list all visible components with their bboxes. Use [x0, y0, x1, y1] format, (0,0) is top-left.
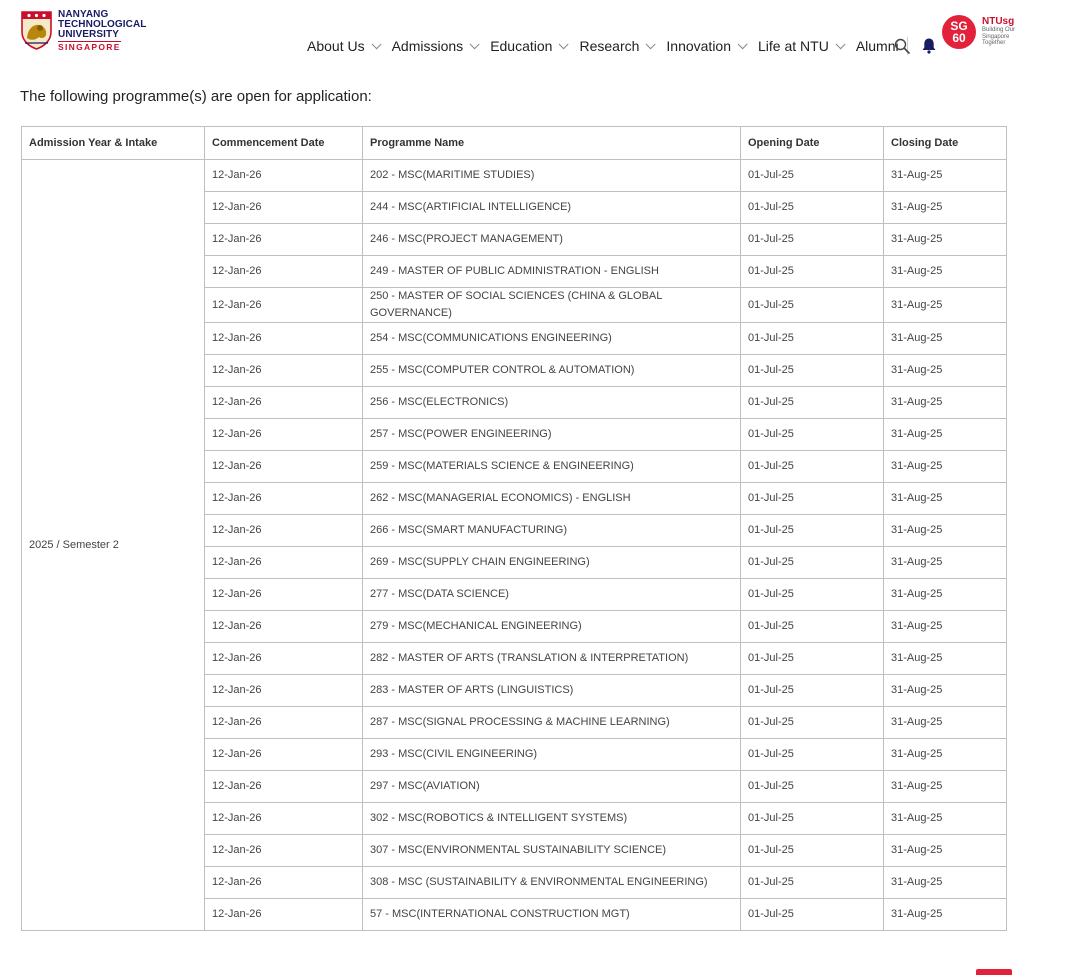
cell-closing-date: 31-Aug-25 — [884, 899, 1007, 931]
corner-tab — [976, 969, 1012, 975]
chevron-down-icon — [371, 39, 381, 49]
cell-programme-name: 246 - MSC(PROJECT MANAGEMENT) — [363, 224, 741, 256]
cell-programme-name: 279 - MSC(MECHANICAL ENGINEERING) — [363, 611, 741, 643]
cell-closing-date: 31-Aug-25 — [884, 515, 1007, 547]
table-header-row — [22, 127, 1007, 160]
cell-admission-intake: 2025 / Semester 2 — [22, 160, 205, 931]
cell-closing-date: 31-Aug-25 — [884, 643, 1007, 675]
cell-opening-date: 01-Jul-25 — [741, 675, 884, 707]
header-opening-date: Opening Date — [741, 127, 884, 160]
cell-commencement-date: 12-Jan-26 — [205, 323, 363, 355]
ntu-crest-icon — [20, 10, 53, 50]
cell-commencement-date: 12-Jan-26 — [205, 451, 363, 483]
nav-life-at-ntu[interactable] — [758, 38, 842, 54]
ntusg-title: NTUsg — [982, 16, 1015, 27]
cell-commencement-date: 12-Jan-26 — [205, 739, 363, 771]
cell-commencement-date: 12-Jan-26 — [205, 355, 363, 387]
chevron-down-icon — [835, 39, 845, 49]
cell-commencement-date: 12-Jan-26 — [205, 867, 363, 899]
logo-line-1: NANYANG — [58, 9, 109, 20]
cell-programme-name: 283 - MASTER OF ARTS (LINGUISTICS) — [363, 675, 741, 707]
cell-closing-date: 31-Aug-25 — [884, 611, 1007, 643]
cell-programme-name: 202 - MSC(MARITIME STUDIES) — [363, 160, 741, 192]
header-programme-name: Programme Name — [363, 127, 741, 160]
cell-opening-date: 01-Jul-25 — [741, 256, 884, 288]
nav-label: Research — [579, 38, 640, 54]
chevron-down-icon — [470, 39, 480, 49]
cell-closing-date: 31-Aug-25 — [884, 355, 1007, 387]
cell-opening-date: 01-Jul-25 — [741, 611, 884, 643]
nav-education[interactable] — [490, 38, 565, 54]
cell-closing-date: 31-Aug-25 — [884, 707, 1007, 739]
cell-opening-date: 01-Jul-25 — [741, 739, 884, 771]
sg60-bottom: 60 — [952, 31, 966, 45]
cell-closing-date: 31-Aug-25 — [884, 771, 1007, 803]
logo-line-4: SINGAPORE — [58, 42, 121, 52]
cell-closing-date: 31-Aug-25 — [884, 483, 1007, 515]
cell-commencement-date: 12-Jan-26 — [205, 803, 363, 835]
cell-programme-name: 302 - MSC(ROBOTICS & INTELLIGENT SYSTEMS) — [363, 803, 741, 835]
cell-opening-date: 01-Jul-25 — [741, 192, 884, 224]
intro-heading: The following programme(s) are open for application: — [20, 88, 372, 105]
cell-closing-date: 31-Aug-25 — [884, 739, 1007, 771]
nav-label: Admissions — [391, 38, 464, 54]
nav-label: Life at NTU — [758, 38, 829, 54]
ntusg-tagline: Building Our Singapore Together — [982, 27, 1016, 46]
nav-label: Innovation — [666, 38, 731, 54]
cell-commencement-date: 12-Jan-26 — [205, 419, 363, 451]
cell-closing-date: 31-Aug-25 — [884, 803, 1007, 835]
site-header — [0, 0, 1080, 72]
cell-opening-date: 01-Jul-25 — [741, 707, 884, 739]
chevron-down-icon — [738, 39, 748, 49]
cell-opening-date: 01-Jul-25 — [741, 419, 884, 451]
chevron-down-icon — [646, 39, 656, 49]
logo-line-2: TECHNOLOGICAL — [58, 19, 147, 30]
cell-opening-date: 01-Jul-25 — [741, 160, 884, 192]
cell-commencement-date: 12-Jan-26 — [205, 288, 363, 323]
cell-opening-date: 01-Jul-25 — [741, 224, 884, 256]
cell-programme-name: 250 - MASTER OF SOCIAL SCIENCES (CHINA & GLOBAL GOVERNANCE) — [363, 288, 741, 323]
cell-programme-name: 293 - MSC(CIVIL ENGINEERING) — [363, 739, 741, 771]
cell-closing-date: 31-Aug-25 — [884, 160, 1007, 192]
nav-about-us[interactable] — [307, 38, 378, 54]
cell-closing-date: 31-Aug-25 — [884, 547, 1007, 579]
cell-programme-name: 266 - MSC(SMART MANUFACTURING) — [363, 515, 741, 547]
cell-opening-date: 01-Jul-25 — [741, 451, 884, 483]
cell-commencement-date: 12-Jan-26 — [205, 611, 363, 643]
header-commencement-date: Commencement Date — [205, 127, 363, 160]
cell-opening-date: 01-Jul-25 — [741, 803, 884, 835]
cell-closing-date: 31-Aug-25 — [884, 323, 1007, 355]
cell-opening-date: 01-Jul-25 — [741, 547, 884, 579]
cell-opening-date: 01-Jul-25 — [741, 899, 884, 931]
cell-closing-date: 31-Aug-25 — [884, 192, 1007, 224]
cell-commencement-date: 12-Jan-26 — [205, 192, 363, 224]
cell-programme-name: 57 - MSC(INTERNATIONAL CONSTRUCTION MGT) — [363, 899, 741, 931]
sg60-badge[interactable] — [942, 15, 976, 49]
programme-table — [21, 126, 1007, 931]
cell-programme-name: 282 - MASTER OF ARTS (TRANSLATION & INTERPRETATION) — [363, 643, 741, 675]
cell-commencement-date: 12-Jan-26 — [205, 387, 363, 419]
cell-programme-name: 259 - MSC(MATERIALS SCIENCE & ENGINEERING) — [363, 451, 741, 483]
cell-programme-name: 256 - MSC(ELECTRONICS) — [363, 387, 741, 419]
cell-commencement-date: 12-Jan-26 — [205, 675, 363, 707]
nav-innovation[interactable] — [666, 38, 744, 54]
sg60-top: SG — [950, 19, 968, 33]
cell-commencement-date: 12-Jan-26 — [205, 160, 363, 192]
nav-label: Education — [490, 38, 553, 54]
cell-programme-name: 262 - MSC(MANAGERIAL ECONOMICS) - ENGLISH — [363, 483, 741, 515]
cell-opening-date: 01-Jul-25 — [741, 355, 884, 387]
nav-alumni[interactable] — [856, 38, 899, 54]
ntusg-tag — [982, 16, 1028, 47]
cell-opening-date: 01-Jul-25 — [741, 288, 884, 323]
cell-commencement-date: 12-Jan-26 — [205, 771, 363, 803]
cell-opening-date: 01-Jul-25 — [741, 835, 884, 867]
cell-closing-date: 31-Aug-25 — [884, 256, 1007, 288]
cell-opening-date: 01-Jul-25 — [741, 483, 884, 515]
table-row — [22, 160, 1007, 192]
cell-opening-date: 01-Jul-25 — [741, 515, 884, 547]
cell-commencement-date: 12-Jan-26 — [205, 643, 363, 675]
cell-programme-name: 308 - MSC (SUSTAINABILITY & ENVIRONMENTAL ENGINEERING) — [363, 867, 741, 899]
cell-commencement-date: 12-Jan-26 — [205, 547, 363, 579]
cell-opening-date: 01-Jul-25 — [741, 387, 884, 419]
cell-programme-name: 269 - MSC(SUPPLY CHAIN ENGINEERING) — [363, 547, 741, 579]
cell-programme-name: 244 - MSC(ARTIFICIAL INTELLIGENCE) — [363, 192, 741, 224]
main-nav — [307, 37, 916, 55]
cell-programme-name: 307 - MSC(ENVIRONMENTAL SUSTAINABILITY SCIENCE) — [363, 835, 741, 867]
cell-programme-name: 249 - MASTER OF PUBLIC ADMINISTRATION - ENGLISH — [363, 256, 741, 288]
nav-admissions[interactable] — [392, 38, 477, 54]
cell-opening-date: 01-Jul-25 — [741, 867, 884, 899]
cell-commencement-date: 12-Jan-26 — [205, 515, 363, 547]
cell-commencement-date: 12-Jan-26 — [205, 224, 363, 256]
cell-programme-name: 297 - MSC(AVIATION) — [363, 771, 741, 803]
cell-programme-name: 277 - MSC(DATA SCIENCE) — [363, 579, 741, 611]
nav-label: Alumni — [855, 38, 899, 54]
cell-opening-date: 01-Jul-25 — [741, 323, 884, 355]
cell-programme-name: 255 - MSC(COMPUTER CONTROL & AUTOMATION) — [363, 355, 741, 387]
search-icon[interactable] — [894, 38, 910, 54]
cell-programme-name: 287 - MSC(SIGNAL PROCESSING & MACHINE LEARNING) — [363, 707, 741, 739]
cell-closing-date: 31-Aug-25 — [884, 867, 1007, 899]
cell-commencement-date: 12-Jan-26 — [205, 899, 363, 931]
cell-commencement-date: 12-Jan-26 — [205, 256, 363, 288]
header-admission-year: Admission Year & Intake — [22, 127, 205, 160]
cell-closing-date: 31-Aug-25 — [884, 288, 1007, 323]
cell-closing-date: 31-Aug-25 — [884, 387, 1007, 419]
cell-closing-date: 31-Aug-25 — [884, 224, 1007, 256]
nav-research[interactable] — [579, 38, 652, 54]
cell-commencement-date: 12-Jan-26 — [205, 835, 363, 867]
cell-closing-date: 31-Aug-25 — [884, 419, 1007, 451]
cell-opening-date: 01-Jul-25 — [741, 771, 884, 803]
cell-closing-date: 31-Aug-25 — [884, 451, 1007, 483]
cell-opening-date: 01-Jul-25 — [741, 643, 884, 675]
cell-closing-date: 31-Aug-25 — [884, 835, 1007, 867]
nav-label: About Us — [307, 38, 365, 54]
logo-wordmark — [58, 10, 147, 53]
cell-commencement-date: 12-Jan-26 — [205, 707, 363, 739]
cell-programme-name: 257 - MSC(POWER ENGINEERING) — [363, 419, 741, 451]
cell-commencement-date: 12-Jan-26 — [205, 483, 363, 515]
logo-line-3: UNIVERSITY — [58, 29, 120, 40]
cell-closing-date: 31-Aug-25 — [884, 675, 1007, 707]
chevron-down-icon — [559, 39, 569, 49]
header-closing-date: Closing Date — [884, 127, 1007, 160]
cell-programme-name: 254 - MSC(COMMUNICATIONS ENGINEERING) — [363, 323, 741, 355]
cell-commencement-date: 12-Jan-26 — [205, 579, 363, 611]
cell-closing-date: 31-Aug-25 — [884, 579, 1007, 611]
ntu-logo[interactable] — [20, 10, 147, 53]
cell-opening-date: 01-Jul-25 — [741, 579, 884, 611]
bell-icon[interactable] — [921, 37, 937, 54]
